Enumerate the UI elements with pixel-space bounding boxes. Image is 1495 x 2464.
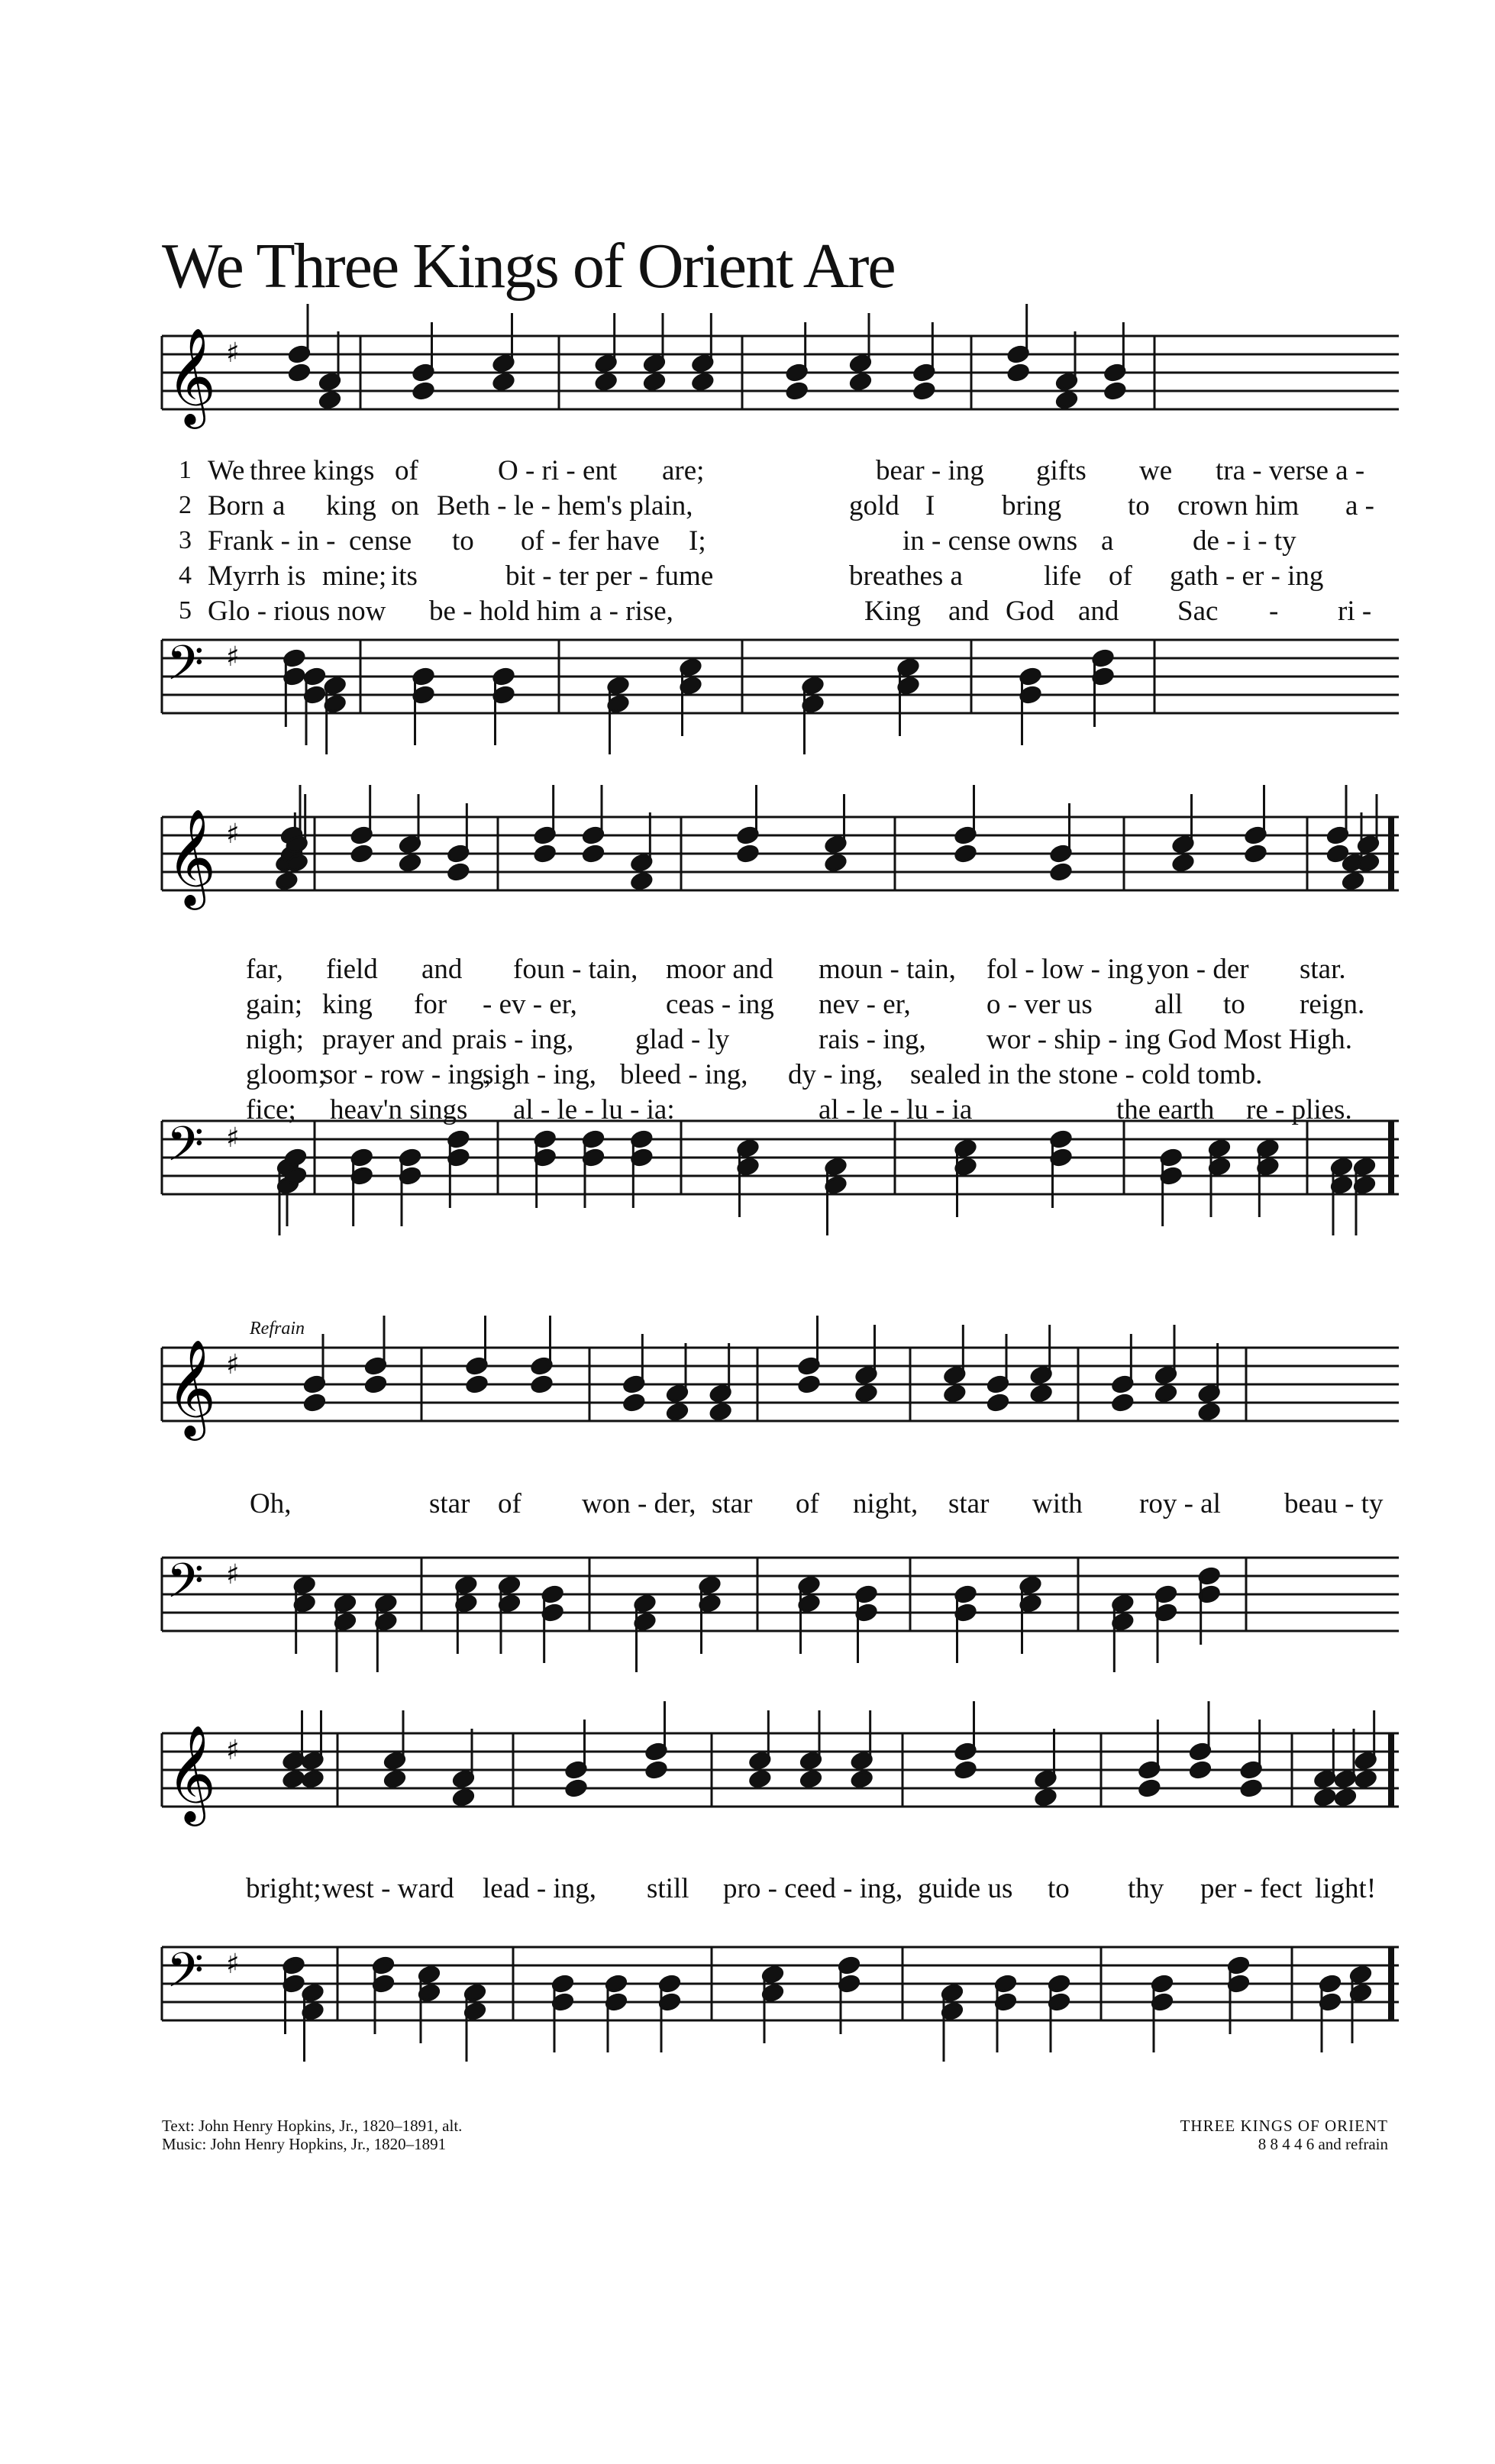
notehead xyxy=(1354,1769,1377,1789)
verse-3-line-1-row xyxy=(162,525,1399,560)
bass-staff-2 xyxy=(162,1113,1399,1220)
notehead xyxy=(954,844,977,864)
notehead xyxy=(530,1374,554,1394)
lyric-syllable: a xyxy=(1101,525,1114,557)
treble-staff-4 xyxy=(162,1726,1399,1833)
lyric-syllable: light! xyxy=(1315,1873,1377,1904)
notehead xyxy=(282,1769,305,1789)
lyric-syllable: roy - al xyxy=(1139,1488,1221,1519)
notehead xyxy=(849,372,873,392)
notehead xyxy=(1111,1393,1135,1413)
credits xyxy=(162,2117,462,2153)
lyric-syllable: I xyxy=(925,490,935,522)
bass-staff-3 xyxy=(162,1550,1399,1657)
notehead xyxy=(1239,1778,1263,1798)
lyric-syllable: for xyxy=(414,989,447,1020)
lyric-syllable: Sac xyxy=(1177,596,1219,627)
notehead xyxy=(594,372,618,392)
lyric-syllable: bleed - ing, xyxy=(620,1059,748,1090)
notehead xyxy=(666,1402,689,1422)
refrain-label: Refrain xyxy=(250,1319,305,1339)
bass-staff-4 xyxy=(162,1939,1399,2046)
lyric-syllable: to xyxy=(1128,490,1150,522)
lyric-syllable: of xyxy=(796,1488,819,1519)
notehead xyxy=(1138,1778,1161,1798)
lyric-syllable: sor - row - ing, xyxy=(322,1059,491,1090)
notehead xyxy=(643,372,667,392)
tune-info xyxy=(993,2117,1388,2153)
notehead xyxy=(630,871,654,891)
system-2 xyxy=(162,794,1399,1222)
lyric-syllable: O - ri - ent xyxy=(498,455,618,486)
lyric-syllable: star xyxy=(429,1488,470,1519)
lyric-syllable: nev - er, xyxy=(819,989,911,1020)
lyric-syllable: the earth xyxy=(1116,1094,1215,1125)
lyric-syllable: per - fect xyxy=(1200,1873,1303,1904)
lyric-syllable: life xyxy=(1044,560,1082,592)
lyric-syllable: sealed in the stone - cold tomb. xyxy=(910,1059,1263,1090)
lyric-syllable: Glo - rious now xyxy=(208,596,386,627)
notehead xyxy=(709,1402,732,1422)
svg-text:𝄢: 𝄢 xyxy=(166,635,204,702)
lyric-syllable: a - rise, xyxy=(589,596,673,627)
verse-number: 3 xyxy=(179,526,192,554)
lyric-syllable: star xyxy=(712,1488,753,1519)
lyric-syllable: Oh, xyxy=(250,1488,292,1519)
notehead xyxy=(954,1760,977,1780)
lyric-syllable: heav'n sings xyxy=(330,1094,468,1125)
system-4 xyxy=(162,1710,1399,2062)
notehead xyxy=(986,1393,1010,1413)
notehead xyxy=(943,1384,967,1403)
lyric-syllable: King xyxy=(864,596,921,627)
lyric-syllable: I; xyxy=(689,525,706,557)
lyric-syllable: of xyxy=(498,1488,521,1519)
lyric-syllable: Frank - in - xyxy=(208,525,336,557)
notehead xyxy=(275,871,299,891)
tune-name: THREE KINGS OF ORIENT xyxy=(1180,2117,1388,2135)
lyric-syllable: - ev - er, xyxy=(483,989,577,1020)
bass-staff-1 xyxy=(162,632,1399,739)
lyric-syllable: re - plies. xyxy=(1246,1094,1352,1125)
verse-4-line-2-row xyxy=(162,1058,1399,1093)
lyric-syllable: fice; xyxy=(246,1094,296,1125)
notehead xyxy=(736,844,760,864)
lyric-syllable: moun - tain, xyxy=(819,954,956,985)
lyric-syllable: God xyxy=(1006,596,1054,627)
lyric-syllable: night, xyxy=(853,1488,919,1519)
notehead xyxy=(912,381,936,401)
lyric-syllable: gain; xyxy=(246,989,302,1020)
lyric-syllable: west - ward xyxy=(322,1873,454,1904)
lyric-syllable: dy - ing, xyxy=(788,1059,883,1090)
notehead xyxy=(288,363,312,383)
lyric-syllable: and xyxy=(948,596,990,627)
lyric-syllable: We xyxy=(208,455,245,486)
text-credit: Text: John Henry Hopkins, Jr., 1820–1891, alt. xyxy=(162,2117,463,2135)
notehead xyxy=(1049,862,1073,882)
lyric-syllable: star xyxy=(948,1488,990,1519)
lyric-syllable: field xyxy=(326,954,378,985)
notehead xyxy=(748,1769,772,1789)
svg-text:𝄞: 𝄞 xyxy=(166,1724,217,1822)
notehead xyxy=(447,862,470,882)
lyric-syllable: thy xyxy=(1128,1873,1164,1904)
notehead xyxy=(1103,381,1127,401)
refrain-line-1-row xyxy=(162,1487,1399,1523)
lyric-syllable: mine; xyxy=(322,560,387,592)
lyric-syllable: beau - ty xyxy=(1284,1488,1384,1519)
lyric-syllable: - xyxy=(1269,596,1279,627)
refrain-line-2-row xyxy=(162,1872,1399,1907)
notehead xyxy=(582,844,605,864)
notehead xyxy=(564,1778,588,1798)
lyric-syllable: on xyxy=(391,490,419,522)
lyric-syllable: gath - er - ing xyxy=(1170,560,1324,592)
notehead xyxy=(797,1374,821,1394)
lyric-syllable: we xyxy=(1139,455,1173,486)
notehead xyxy=(303,1393,327,1413)
lyric-syllable: ri - xyxy=(1338,596,1372,627)
verse-2-line-1-row xyxy=(162,489,1399,525)
notehead xyxy=(799,1769,823,1789)
lyric-syllable: crown him xyxy=(1177,490,1300,522)
verse-number: 2 xyxy=(179,491,192,519)
lyric-syllable: bear - ing xyxy=(876,455,984,486)
svg-text:𝄢: 𝄢 xyxy=(166,1552,204,1620)
verse-1-line-1-row xyxy=(162,454,1399,489)
lyric-syllable: moor and xyxy=(666,954,773,985)
lyric-syllable: won - der, xyxy=(582,1488,696,1519)
svg-text:𝄢: 𝄢 xyxy=(166,1942,204,2010)
notehead xyxy=(1006,363,1030,383)
lyric-syllable: to xyxy=(1048,1873,1070,1904)
lyric-syllable: king xyxy=(326,490,376,522)
notehead xyxy=(850,1769,873,1789)
lyric-syllable: sigh - ing, xyxy=(483,1059,597,1090)
svg-text:♯: ♯ xyxy=(226,1559,240,1590)
lyric-syllable: gold xyxy=(849,490,899,522)
notehead xyxy=(383,1769,407,1789)
svg-text:♯: ♯ xyxy=(226,819,240,850)
notehead xyxy=(785,381,809,401)
lyric-syllable: king xyxy=(322,989,373,1020)
notehead xyxy=(533,844,557,864)
verse-3-line-2-row xyxy=(162,1023,1399,1058)
svg-text:♯: ♯ xyxy=(226,1349,240,1381)
verse-5-line-1-row xyxy=(162,595,1399,630)
verse-2-line-2-row xyxy=(162,988,1399,1023)
lyric-syllable: prais - ing, xyxy=(452,1024,574,1055)
notehead xyxy=(1154,1384,1178,1403)
meter: 8 8 4 4 6 and refrain xyxy=(1258,2135,1388,2153)
lyric-syllable: glad - ly xyxy=(635,1024,730,1055)
lyric-syllable: Born xyxy=(208,490,264,522)
lyric-syllable: de - i - ty xyxy=(1193,525,1296,557)
notehead xyxy=(854,1384,878,1403)
lyric-syllable: to xyxy=(1223,989,1245,1020)
lyric-syllable: o - ver us xyxy=(986,989,1093,1020)
lyric-syllable: bright; xyxy=(246,1873,321,1904)
notehead xyxy=(1171,853,1195,873)
lyric-syllable: all xyxy=(1154,989,1183,1020)
notehead xyxy=(1197,1402,1221,1422)
lyric-syllable: foun - tain, xyxy=(513,954,638,985)
lyric-syllable: ceas - ing xyxy=(666,989,774,1020)
lyric-syllable: gloom; xyxy=(246,1059,326,1090)
notehead xyxy=(350,844,373,864)
lyric-syllable: bit - ter per - fume xyxy=(505,560,714,592)
lyric-syllable: breathes a xyxy=(849,560,963,592)
treble-staff-2 xyxy=(162,809,1399,916)
verse-1-line-2-row xyxy=(162,953,1399,988)
notehead xyxy=(691,372,715,392)
lyric-syllable: be - hold him xyxy=(429,596,581,627)
notehead xyxy=(301,1769,325,1789)
svg-text:𝄞: 𝄞 xyxy=(166,808,217,906)
lyric-syllable: of - fer have xyxy=(521,525,660,557)
notehead xyxy=(1029,1384,1053,1403)
lyric-syllable: rais - ing, xyxy=(819,1024,926,1055)
lyric-syllable: al - le - lu - ia xyxy=(819,1094,973,1125)
lyric-syllable: star. xyxy=(1300,954,1346,985)
verse-number: 4 xyxy=(179,561,192,589)
lyric-syllable: Beth - le - hem's plain, xyxy=(437,490,693,522)
notehead xyxy=(1034,1787,1057,1807)
lyric-syllable: al - le - lu - ia: xyxy=(513,1094,675,1125)
svg-text:♯: ♯ xyxy=(226,1735,240,1766)
notehead xyxy=(1244,844,1267,864)
lyric-syllable: lead - ing, xyxy=(483,1873,596,1904)
lyric-syllable: in - cense owns xyxy=(902,525,1078,557)
svg-text:𝄞: 𝄞 xyxy=(166,1339,217,1436)
lyric-syllable: three kings xyxy=(250,455,375,486)
lyric-syllable: reign. xyxy=(1300,989,1365,1020)
lyric-syllable: a xyxy=(273,490,286,522)
verse-number: 1 xyxy=(179,456,192,484)
notehead xyxy=(1055,390,1079,410)
verse-number: 5 xyxy=(179,596,192,625)
lyric-syllable: guide us xyxy=(918,1873,1013,1904)
lyric-syllable: cense xyxy=(349,525,412,557)
lyric-syllable: of xyxy=(1109,560,1132,592)
lyric-syllable: its xyxy=(391,560,418,592)
svg-text:𝄢: 𝄢 xyxy=(166,1116,204,1184)
lyric-syllable: a - xyxy=(1345,490,1374,522)
notehead xyxy=(1342,871,1365,891)
lyric-syllable: and xyxy=(421,954,463,985)
svg-text:♯: ♯ xyxy=(226,1949,240,1980)
music-credit: Music: John Henry Hopkins, Jr., 1820–1891 xyxy=(162,2135,447,2153)
verse-4-line-1-row xyxy=(162,560,1399,595)
lyric-syllable: are; xyxy=(662,455,705,486)
notehead xyxy=(1189,1760,1212,1780)
lyric-syllable: yon - der xyxy=(1147,954,1249,985)
notehead xyxy=(318,390,342,410)
svg-text:𝄞: 𝄞 xyxy=(166,327,217,425)
svg-text:♯: ♯ xyxy=(226,641,240,673)
svg-text:♯: ♯ xyxy=(226,1122,240,1154)
lyric-syllable: and xyxy=(1078,596,1119,627)
notehead xyxy=(622,1393,646,1413)
lyric-syllable: bring xyxy=(1002,490,1062,522)
lyric-syllable: wor - ship - ing God Most High. xyxy=(986,1024,1352,1055)
lyric-syllable: of xyxy=(395,455,418,486)
treble-staff-3 xyxy=(162,1340,1399,1447)
notehead xyxy=(1313,1787,1337,1807)
lyric-syllable: tra - verse a - xyxy=(1216,455,1365,486)
lyric-syllable: nigh; xyxy=(246,1024,305,1055)
notehead xyxy=(399,853,422,873)
hymn-title: We Three Kings of Orient Are xyxy=(162,231,895,302)
system-1 xyxy=(162,313,1399,741)
notehead xyxy=(452,1787,476,1807)
lyric-syllable: to xyxy=(452,525,474,557)
lyric-syllable: fol - low - ing xyxy=(986,954,1144,985)
notehead xyxy=(465,1374,489,1394)
lyric-syllable: gifts xyxy=(1036,455,1087,486)
system-3 xyxy=(162,1319,1399,1645)
lyric-syllable: far, xyxy=(246,954,283,985)
notehead xyxy=(492,372,515,392)
treble-staff-1 xyxy=(162,328,1399,435)
notehead xyxy=(1334,1787,1358,1807)
lyric-syllable: pro - ceed - ing, xyxy=(723,1873,903,1904)
lyric-syllable: prayer and xyxy=(322,1024,443,1055)
notehead xyxy=(824,853,848,873)
lyric-syllable: with xyxy=(1032,1488,1083,1519)
notehead xyxy=(364,1374,388,1394)
lyric-syllable: still xyxy=(647,1873,689,1904)
notehead xyxy=(412,381,435,401)
lyric-syllable: Myrrh is xyxy=(208,560,306,592)
svg-text:♯: ♯ xyxy=(226,337,240,369)
notehead xyxy=(644,1760,668,1780)
